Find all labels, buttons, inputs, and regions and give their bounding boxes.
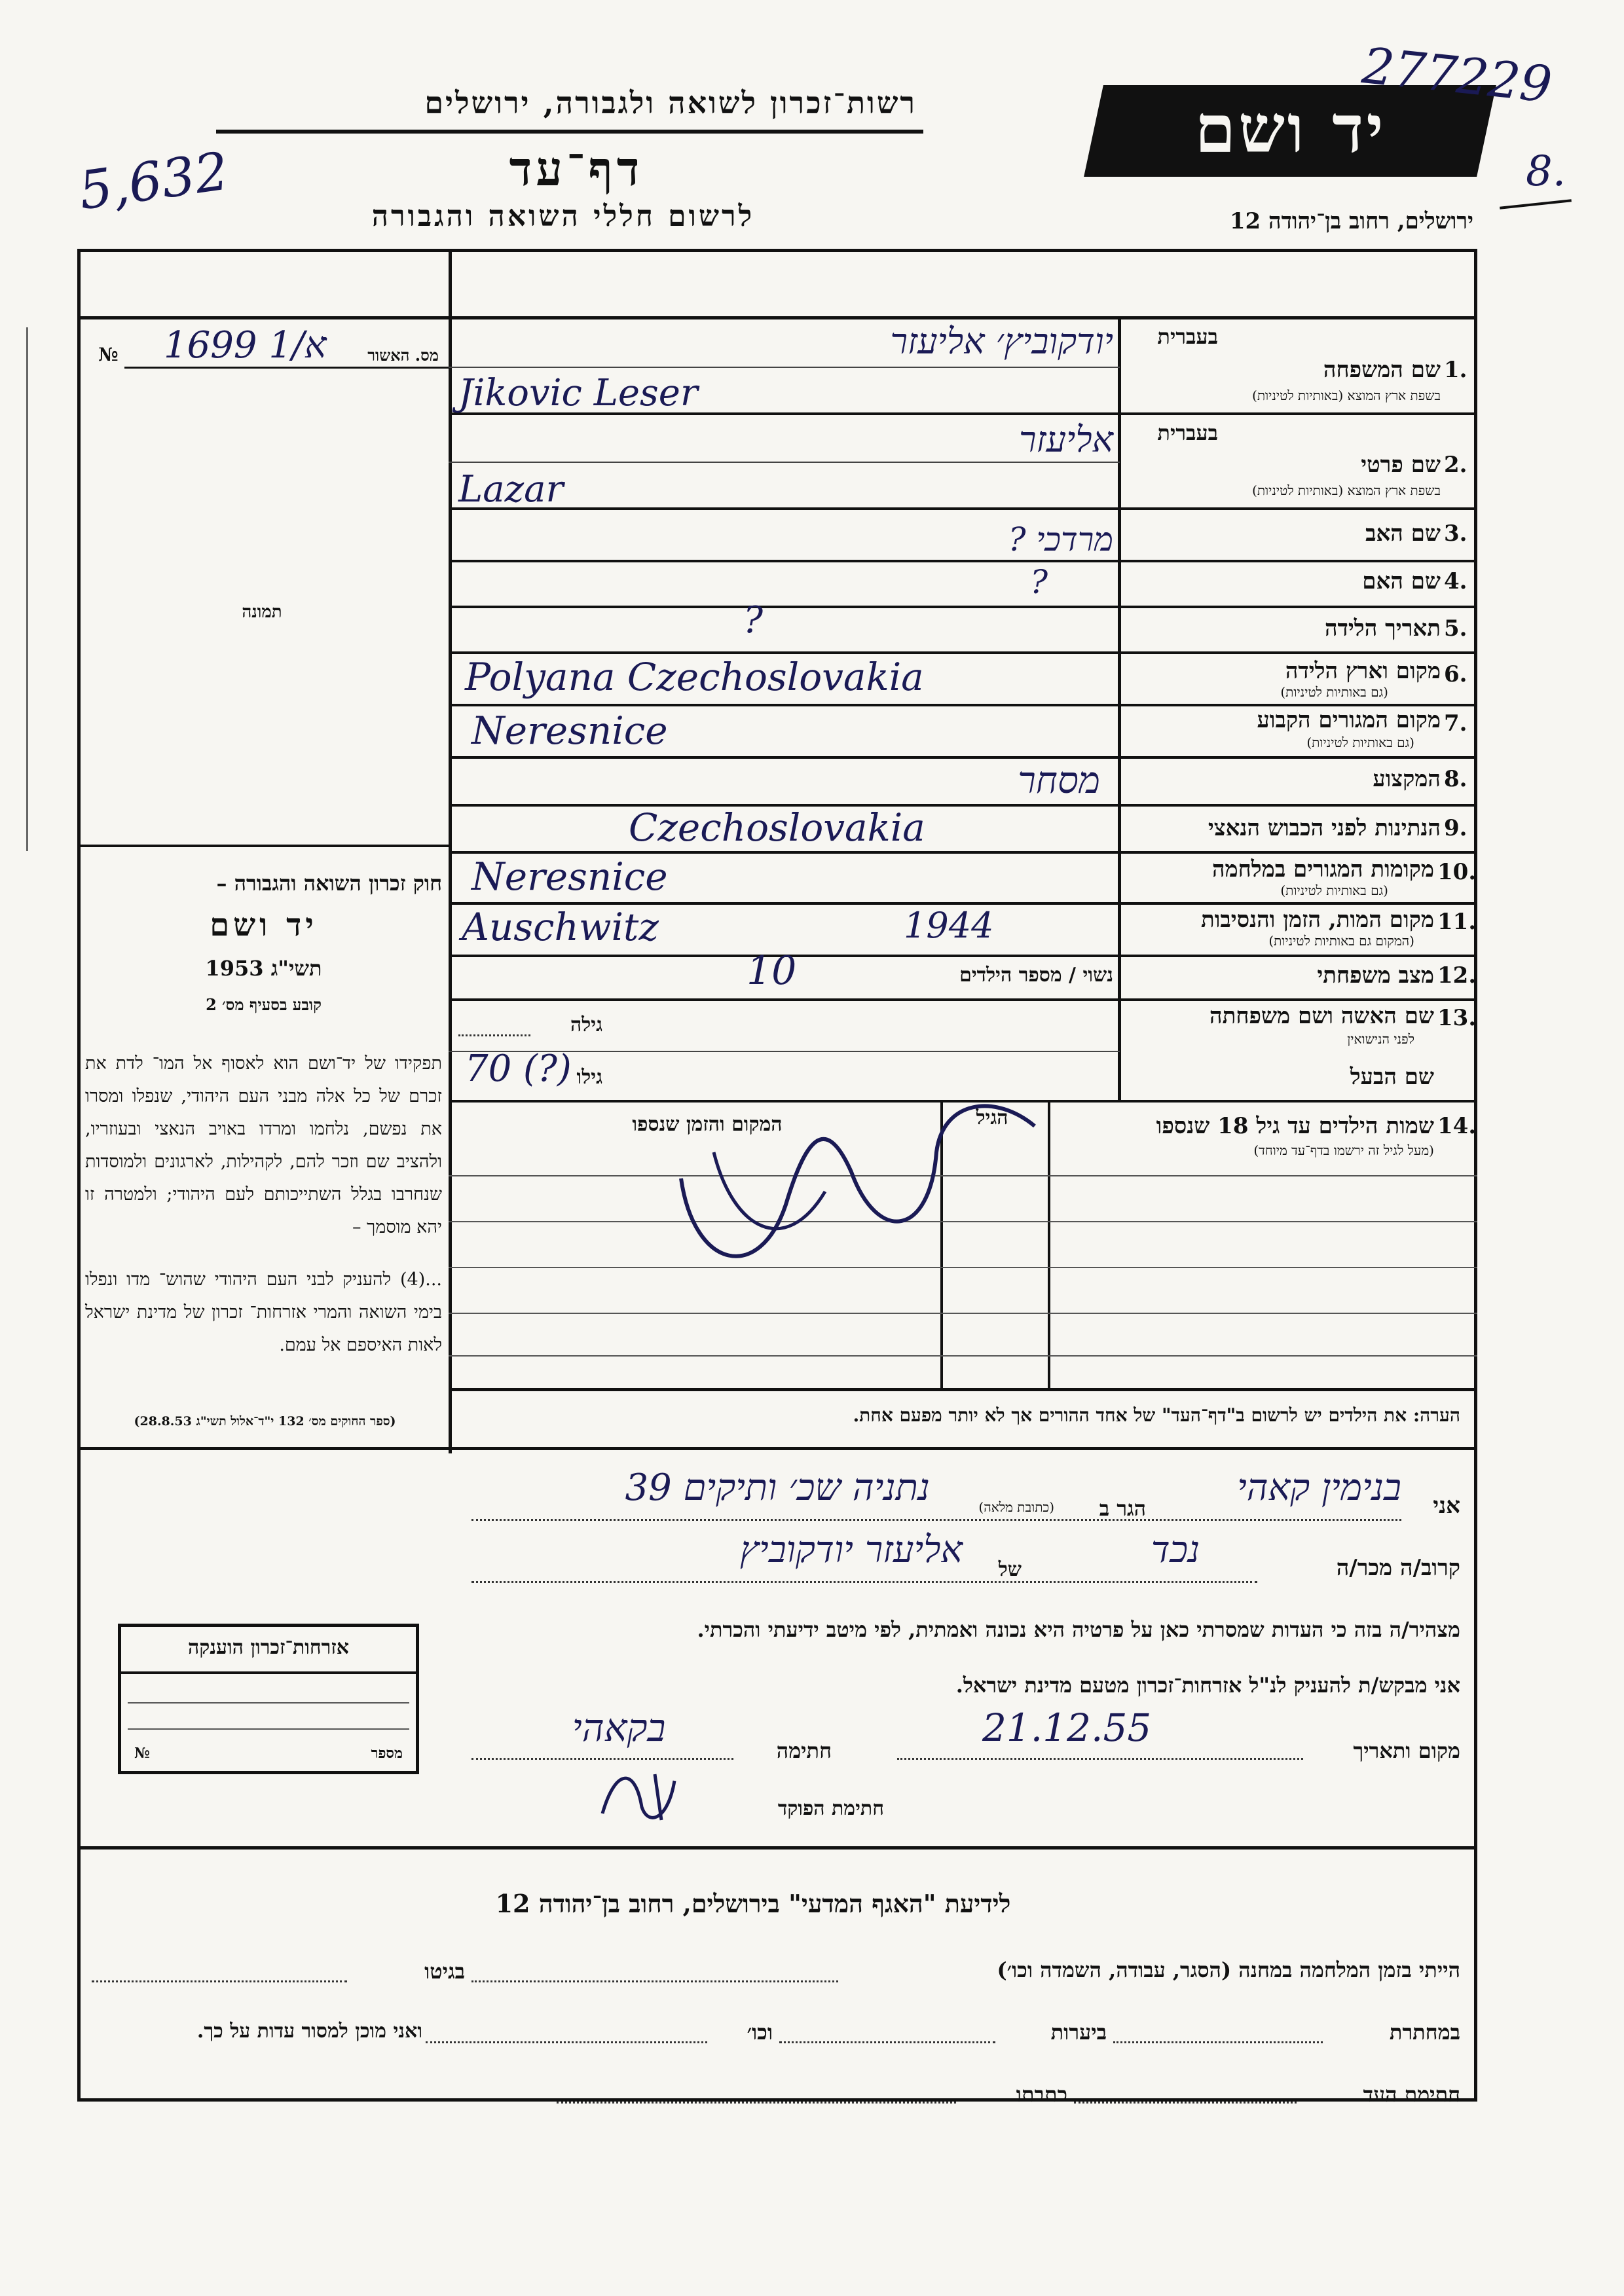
footer-line3-b: כתבתו bbox=[1016, 2082, 1067, 2107]
field-9-number: 9. bbox=[1444, 815, 1467, 841]
field-1-value-latin: Jikovic Leser bbox=[458, 372, 698, 414]
page-mark-underline bbox=[1500, 199, 1572, 209]
declaration-divider bbox=[77, 1846, 1477, 1850]
field-13-age-line bbox=[458, 1034, 530, 1036]
statement: מצהיר/ה בזה כי העדות שמסרתי כאן על פרטיה היא נכונה ואמתית, לפי מיטב ידיעתי והכרתי. bbox=[697, 1617, 1460, 1642]
field-5-value: ? bbox=[743, 599, 764, 642]
field-6-label: מקום וארץ הלידה bbox=[1285, 658, 1441, 684]
officer-signature-label: חתימת הפוקד bbox=[777, 1797, 884, 1820]
footer-line1-a: הייתי בזמן המלחמה במחנה (הסגר, עבודה, השמדה וכו׳) bbox=[997, 1958, 1460, 1982]
declaration-line-1 bbox=[471, 1519, 1401, 1521]
field-6-divider bbox=[449, 704, 1477, 706]
certificate-number-symbol: № bbox=[134, 1745, 150, 1762]
field-6-number: 6. bbox=[1444, 661, 1467, 687]
field-3-number: 3. bbox=[1444, 520, 1467, 547]
footer-line3-fill-a bbox=[1074, 2102, 1297, 2104]
field-14-number: 14. bbox=[1437, 1113, 1477, 1139]
date-value: 21.12.55 bbox=[982, 1705, 1152, 1750]
place-date-label: מקום ותאריך bbox=[1353, 1738, 1460, 1763]
declaration-line-2 bbox=[471, 1581, 1257, 1583]
handwritten-archive-number: 277229 bbox=[1359, 36, 1555, 114]
field-8-label: המקצוע bbox=[1373, 766, 1441, 792]
field-4-divider bbox=[449, 606, 1477, 608]
field-2-value-latin: Lazar bbox=[458, 468, 564, 511]
field-8-divider bbox=[449, 804, 1477, 807]
label-column-divider bbox=[1118, 316, 1121, 1102]
full-address-label: (כתובת מלאה) bbox=[978, 1499, 1054, 1515]
signature-label: חתימה bbox=[776, 1738, 832, 1763]
of-label: של bbox=[998, 1558, 1022, 1581]
field-12-inline-label: נשוי / מספר הילדים bbox=[959, 964, 1113, 987]
law-text-1: תפקידו של יד־ושם הוא לאסוף אל המו־ לדת את זכרם של כל אלה מבני העם היהודי, שנפלו ומסרו את נפשם, נלחמו ומרדו באויב הנאצי ובעוזריו, ולהציב שם וזכר להם, לקהילות, לארגונים ולמוסדות שנחרבו בגלל השתייכותם לעם היהודי; ולמטרה זו יהא מוסמך – bbox=[85, 1053, 442, 1237]
org-line-underline bbox=[216, 130, 923, 134]
children-col-2 bbox=[1048, 1102, 1050, 1391]
field-4-label: שם האם bbox=[1362, 568, 1441, 594]
certificate-title-underline bbox=[121, 1671, 416, 1674]
field-9-value: Czechoslovakia bbox=[629, 805, 925, 850]
field-10-sub: (גם באותיות לטיניות) bbox=[1280, 883, 1388, 898]
certificate-box bbox=[118, 1624, 419, 1774]
date-line bbox=[897, 1758, 1303, 1760]
footer-line1-b: בגיטו bbox=[424, 1959, 465, 1984]
residing-label: הגר ב bbox=[1099, 1496, 1146, 1521]
field-5-label: תאריך הלידה bbox=[1324, 615, 1441, 642]
field-1-sub: בשפת ארץ המוצא (באותיות לטיניות) bbox=[1252, 388, 1441, 403]
field-10-number: 10. bbox=[1437, 859, 1477, 885]
husband-label: שם הבעל bbox=[1350, 1064, 1434, 1090]
photo-label: תמונה bbox=[242, 602, 282, 622]
field-5-divider bbox=[449, 651, 1477, 654]
field-2-number: 2. bbox=[1444, 452, 1467, 478]
field-1-number: 1. bbox=[1444, 357, 1467, 383]
serial-value: 1699 א/1 bbox=[164, 324, 327, 367]
of-value: אליעזר יודקוביץ bbox=[739, 1529, 963, 1571]
certificate-number-label: מספר bbox=[371, 1745, 403, 1762]
field-10-label: מקומות המגורים במלחמה bbox=[1211, 856, 1434, 883]
field-11-value-2: 1944 bbox=[904, 905, 994, 946]
field-13-age-label: גילה bbox=[570, 1013, 602, 1036]
children-age-header: הגיל bbox=[976, 1106, 1008, 1129]
law-clause: קובע בסעיף מס׳ 2 bbox=[206, 995, 322, 1014]
field-1-value-hebrew: יודקוביץ׳ אליעזר bbox=[890, 321, 1113, 362]
address: ירושלים, רחוב בן־יהודה 12 bbox=[1229, 208, 1473, 234]
field-11-sub: (המקום גם באותיות לטיניות) bbox=[1268, 933, 1414, 949]
field-2-label: שם פרטי bbox=[1361, 452, 1441, 478]
law-year: תשי"ג 1953 bbox=[205, 956, 322, 981]
field-7-label: מקום המגורים הקבוע bbox=[1257, 707, 1441, 733]
children-place-header: המקום והזמן שנספו bbox=[632, 1113, 783, 1136]
handwritten-page-mark: 8. bbox=[1526, 147, 1566, 196]
declarant-name: בנימין קאהי bbox=[1237, 1467, 1401, 1509]
serial-no-symbol: № bbox=[98, 344, 119, 365]
field-4-value: ? bbox=[1030, 563, 1048, 601]
request: אני מבקש/ת להעניק לנ"ל אזרחות־זכרון מטעם מדינת ישראל. bbox=[955, 1673, 1460, 1698]
footer-line3-a: חתימת העד bbox=[1363, 2082, 1460, 2107]
relation-label: קרוב/ה מכר/ה bbox=[1336, 1555, 1460, 1581]
certificate-line-1 bbox=[128, 1702, 409, 1704]
address-value: נתניה שכ׳ ותיקים 39 bbox=[625, 1467, 930, 1509]
field-7-divider bbox=[449, 756, 1477, 759]
field-2-mid-divider bbox=[449, 462, 1120, 463]
field-1-mid-divider bbox=[449, 367, 1120, 368]
field-10-value: Neresnice bbox=[471, 854, 668, 899]
strike-through-scribble bbox=[655, 1074, 1048, 1296]
field-13-sub: לפני הנישואין bbox=[1347, 1031, 1414, 1047]
field-7-sub: (גם באותיות לטיניות) bbox=[1306, 735, 1414, 750]
field-7-value: Neresnice bbox=[471, 708, 668, 753]
form-subtitle: לרשום חללי השואה והגבורה bbox=[371, 200, 755, 233]
field-8-value: מסחר bbox=[1018, 759, 1100, 802]
signature-value: בקאהי bbox=[572, 1705, 666, 1750]
field-11-divider bbox=[449, 955, 1477, 957]
serial-label: מס. האשור bbox=[367, 346, 439, 365]
footer-line2-fill-a bbox=[1113, 2041, 1323, 2043]
children-row-5 bbox=[449, 1355, 1477, 1357]
field-9-label: הנתינות לפני הכבוש הנאצי bbox=[1208, 815, 1441, 841]
field-2-divider bbox=[449, 507, 1477, 510]
note-text: הערה: את הילדים יש לרשום ב"דף־העד" של אחד ההורים אך לא יותר מפעם אחת. bbox=[853, 1404, 1460, 1426]
certificate-title: אזרחות־זכרון הוענקה bbox=[187, 1636, 350, 1659]
form-title: דף־עד bbox=[509, 141, 644, 196]
serial-underline bbox=[124, 367, 449, 369]
law-title-1: חוק זכרון השואה והגבורה – bbox=[216, 871, 442, 896]
children-table-bottom bbox=[449, 1388, 1477, 1391]
field-1-label: שם המשפחה bbox=[1323, 357, 1441, 383]
frame-top-row-line bbox=[77, 316, 1477, 319]
scan-edge-mark bbox=[26, 327, 28, 851]
field-6-sub: (גם באותיות לטיניות) bbox=[1280, 684, 1388, 700]
field-5-number: 5. bbox=[1444, 615, 1467, 642]
field-2-sub: בשפת ארץ המוצא (באותיות לטיניות) bbox=[1252, 483, 1441, 498]
handwritten-left-number: 5,632 bbox=[75, 140, 232, 222]
field-9-divider bbox=[449, 851, 1477, 854]
field-4-number: 4. bbox=[1444, 568, 1467, 594]
field-2-hebrew-tag: בעברית bbox=[1157, 420, 1218, 445]
declaration-ani: אני bbox=[1433, 1493, 1460, 1519]
field-3-label: שם האב bbox=[1365, 520, 1441, 547]
field-12-value: 10 bbox=[747, 948, 797, 994]
footer-line2-c: וכו׳ bbox=[747, 2020, 773, 2045]
field-2-value-hebrew: אליעזר bbox=[1019, 419, 1113, 460]
field-1-hebrew-tag: בעברית bbox=[1157, 324, 1218, 349]
field-6-value: Polyana Czechoslovakia bbox=[465, 655, 924, 699]
children-row-4 bbox=[449, 1313, 1477, 1314]
footer-line1-fill-a bbox=[471, 1980, 838, 1982]
photo-box-bottom bbox=[77, 845, 451, 847]
officer-signature-scribble bbox=[589, 1755, 707, 1833]
field-14-sub: (מעל לגיל זה ירשמו בדף־עד מיוחד) bbox=[1253, 1142, 1434, 1158]
footer-line3-fill-b bbox=[557, 2102, 956, 2104]
field-11-label: מקום המות, הזמן והנסיבות bbox=[1200, 907, 1434, 933]
note-divider bbox=[77, 1447, 1477, 1450]
certificate-line-2 bbox=[128, 1728, 409, 1730]
field-13-label: שם האשה ושם משפחתה bbox=[1209, 1003, 1434, 1029]
field-7-number: 7. bbox=[1444, 710, 1467, 737]
field-12-divider bbox=[449, 998, 1477, 1001]
org-line: רשות־זכרון לשואה ולגבורה, ירושלים bbox=[424, 85, 917, 120]
law-text-2: ...(4) להעניק לבני העם היהודי שהוש־ מדו ונפלו בימי השואה והמרי אזרחות־ זכרון של מדינת ישראל לאות האיספם אל עמם. bbox=[85, 1269, 442, 1355]
footer-line2-fill-b bbox=[779, 2041, 995, 2043]
field-13-number: 13. bbox=[1437, 1005, 1477, 1031]
field-12-number: 12. bbox=[1437, 962, 1477, 989]
husband-age-value: 70 (?) bbox=[465, 1048, 572, 1090]
logo-text: יד ושם bbox=[1194, 90, 1386, 168]
husband-age-label: גילו bbox=[576, 1066, 602, 1089]
footer-line2-a: במחתרת bbox=[1389, 2020, 1460, 2045]
footer-line1-fill-b bbox=[92, 1980, 347, 1982]
footer-line2-b: ביערות bbox=[1050, 2020, 1107, 2045]
relation-value: נכד bbox=[1151, 1529, 1200, 1571]
footer-title: לידיעת "האגף המדעי" בירושלים, רחוב בן־יהודה 12 bbox=[495, 1889, 1011, 1918]
field-3-divider bbox=[449, 560, 1477, 562]
field-8-number: 8. bbox=[1444, 766, 1467, 792]
field-11-number: 11. bbox=[1437, 909, 1477, 935]
field-12-label: מצב משפחתי bbox=[1317, 962, 1434, 989]
law-title-2: יד ושם bbox=[210, 907, 318, 943]
law-reference: (ספר החוקים מס׳ 132 י"ד־אלול תשי"ג 28.8.53) bbox=[134, 1414, 396, 1429]
footer-line2-d: ואני מוכן למסור עדות על כך. bbox=[196, 2020, 422, 2043]
footer-line2-fill-c bbox=[426, 2041, 707, 2043]
field-11-value: Auschwitz bbox=[462, 905, 659, 949]
field-14-label: שמות הילדים עד גיל 18 שנספו bbox=[1156, 1113, 1434, 1139]
field-3-value: מרדכי ? bbox=[1008, 520, 1113, 558]
